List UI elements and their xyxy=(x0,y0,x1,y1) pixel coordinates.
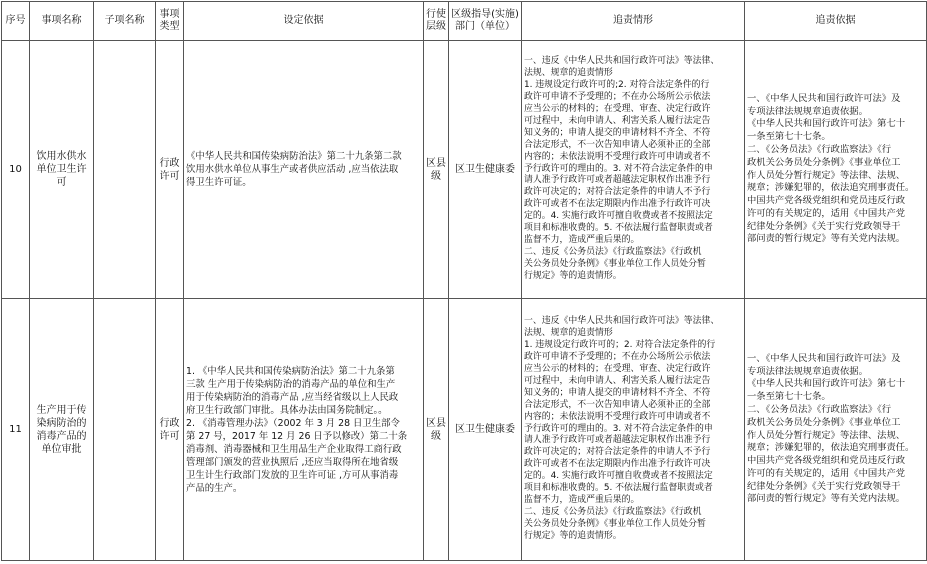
text-line: 知义务的；申请人提交的申请材料不齐全、不符 xyxy=(524,127,711,138)
table-row xyxy=(2,299,927,561)
text-line: 政许可申请不予受理的；不在办公场所公示依法 xyxy=(524,92,711,103)
text-line: 行规定》等的追责情形。 xyxy=(524,270,622,281)
text-line: 一、违反《中华人民共和国行政许可法》等法律、 xyxy=(524,316,720,327)
text-line: 1. 违规设定行政许可的；2. 对符合法定条件的行 xyxy=(524,340,716,351)
text-line: 法规、规章的追责情形 xyxy=(524,328,613,339)
row-exercise-level: 区县级 xyxy=(424,299,449,561)
text-line: 府卫生行政部门审批。具体办法由国务院制定。。 xyxy=(186,404,388,416)
text-line: 《中华人民共和国行政许可法》第七十 xyxy=(747,118,906,130)
text-line: 二、《公务员法》《行政监察法》《行 xyxy=(747,143,892,155)
text-line: 关公务员处分条例》《事业单位工作人员处分暂 xyxy=(524,258,706,269)
text-line: 合法定形式，不一次告知申请人必须补正的全部 xyxy=(524,399,711,410)
text-line: 纪律处分条例》《关于实行党政领导干 xyxy=(747,480,901,492)
header-sub-item-name: 子项名称 xyxy=(94,2,156,41)
text-line: 项目和标准收费的。5. 不依法履行监督职责或者 xyxy=(524,223,713,234)
text-line: 监督不力，造成严重后果的。 xyxy=(524,234,640,245)
header-item-type: 事项类型 xyxy=(156,2,184,41)
text-line: 合法定形式，不一次告知申请人必须补正的全部 xyxy=(524,139,711,150)
header-exercise-level: 行使层级 xyxy=(424,2,449,41)
header-duty-basis: 追责依据 xyxy=(745,2,927,41)
text-line: 定的。4. 实施行政许可擅自收费或者不按照法定 xyxy=(524,471,713,482)
row-item-type: 行政许可 xyxy=(156,41,184,299)
row-duty-case xyxy=(522,299,745,561)
text-line: 管理部门颁发的营业执照后 ,还应当取得所在地省级 xyxy=(186,456,399,468)
row-dept: 区卫生健康委 xyxy=(449,41,522,299)
text-line: 应当公示的材料的；在受理、审查、决定行政许 xyxy=(524,104,711,115)
row-item-name: 生产用于传染病防治的消毒产品的单位审批 xyxy=(30,299,94,561)
text-line: 定的。4. 实施行政许可擅自收费或者不按照法定 xyxy=(524,211,713,222)
row-seq: 11 xyxy=(2,299,30,561)
text-line: 予行政许可的理由的。3. 对不符合法定条件的申 xyxy=(524,163,713,174)
text-line: 一、《中华人民共和国行政许可法》及 xyxy=(747,352,901,364)
text-line: 政机关公务员处分条例》《事业单位工 xyxy=(747,416,901,428)
text-line: 消毒剂、消毒器械和卫生用品生产企业取得工商行政 xyxy=(186,443,402,455)
text-line: 中国共产党各级党组织和党员违反行政 xyxy=(747,195,906,207)
text-line: 规章；涉嫌犯罪的，依法追究刑事责任。 xyxy=(747,442,915,454)
text-line: 行规定》等的追责情形。 xyxy=(524,530,622,541)
text-line: 部问责的暂行规定》等有关党内法规。 xyxy=(747,493,906,505)
row-dept: 区卫生健康委 xyxy=(449,299,522,561)
text-line: 一、违反《中华人民共和国行政许可法》等法律、 xyxy=(524,56,720,67)
text-line: 《中华人民共和国传染病防治法》第二十九条第二款 xyxy=(186,151,402,162)
text-line: 二、违反《公务员法》《行政监察法》《行政机 xyxy=(524,246,702,257)
text-line: 可过程中，未向申请人、利害关系人履行法定告 xyxy=(524,115,711,126)
text-line: 1. 《中华人民共和国传染病防治法》第二十九条第 xyxy=(186,365,395,377)
text-line: 项目和标准收费的。5. 不依法履行监督职责或者 xyxy=(524,483,713,494)
text-line: 得卫生许可证。 xyxy=(186,177,252,188)
text-line: 2. 《消毒管理办法》（2002 年 3 月 28 日卫生部令 xyxy=(186,417,400,429)
text-line: 政许可或者不在法定期限内作出准予行政许可决 xyxy=(524,459,711,470)
text-line: 第 27 号，2017 年 12 月 26 日予以修改）第二十条 xyxy=(186,430,408,442)
text-line: 予行政许可的理由的。3. 对不符合法定条件的申 xyxy=(524,423,713,434)
text-line: 关公务员处分条例》《事业单位工作人员处分暂 xyxy=(524,518,706,529)
text-line: 请人准予行政许可或者超越法定职权作出准予行 xyxy=(524,435,711,446)
text-line: 《中华人民共和国行政许可法》第七十 xyxy=(747,378,906,390)
text-line: 政许可决定的；对符合法定条件的申请人不予行 xyxy=(524,187,711,198)
table-row xyxy=(2,41,927,299)
text-line: 政许可或者不在法定期限内作出准予行政许可决 xyxy=(524,199,711,210)
header-seq: 序号 xyxy=(2,2,30,41)
header-duty-case: 追责情形 xyxy=(522,2,745,41)
text-line: 许可的有关规定的，适用《中国共产党 xyxy=(747,207,906,219)
text-line: 一条至第七十七条。 xyxy=(747,131,831,143)
text-line: 二、《公务员法》《行政监察法》《行 xyxy=(747,403,892,415)
text-line: 一、《中华人民共和国行政许可法》及 xyxy=(747,92,901,104)
text-line: 作人员处分暂行规定》等法律、法规、 xyxy=(747,169,906,181)
row-item-type: 行政许可 xyxy=(156,299,184,561)
permission-items-table xyxy=(1,1,927,561)
text-line: 内容的；未依法说明不受理行政许可申请或者不 xyxy=(524,411,711,422)
text-line: 部问责的暂行规定》等有关党内法规。 xyxy=(747,233,906,245)
row-duty-basis xyxy=(745,41,927,299)
text-line: 卫生计生行政部门发放的卫生许可证 ,方可从事消毒 xyxy=(186,469,399,481)
text-line: 产品的生产。 xyxy=(186,482,243,494)
header-dept: 区级指导(实施)部门（单位） xyxy=(449,2,522,41)
text-line: 作人员处分暂行规定》等法律、法规、 xyxy=(747,429,906,441)
text-line: 三款 生产用于传染病防治的消毒产品的单位和生产 xyxy=(186,378,396,390)
text-line: 请人准予行政许可或者超越法定职权作出准予行 xyxy=(524,175,711,186)
header-row xyxy=(2,2,927,41)
header-item-name: 事项名称 xyxy=(30,2,94,41)
text-line: 专项法律法规规章追责依据。 xyxy=(747,365,868,377)
row-duty-case xyxy=(522,41,745,299)
text-line: 政机关公务员处分条例》《事业单位工 xyxy=(747,156,901,168)
text-line: 一条至第七十七条。 xyxy=(747,391,831,403)
text-line: 1. 违规设定行政许可的;2. 对符合法定条件的行 xyxy=(524,80,710,91)
text-line: 内容的；未依法说明不受理行政许可申请或者不 xyxy=(524,151,711,162)
text-line: 可过程中，未向申请人、利害关系人履行法定告 xyxy=(524,375,711,386)
text-line: 饮用水供水单位从事生产或者供应活动 ,应当依法取 xyxy=(186,164,399,175)
text-line: 纪律处分条例》《关于实行党政领导干 xyxy=(747,220,901,232)
row-exercise-level: 区县级 xyxy=(424,41,449,299)
text-line: 许可的有关规定的，适用《中国共产党 xyxy=(747,467,906,479)
text-line: 法规、规章的追责情形 xyxy=(524,68,613,79)
row-basis xyxy=(184,41,424,299)
text-line: 应当公示的材料的；在受理、审查、决定行政许 xyxy=(524,364,711,375)
row-basis xyxy=(184,299,424,561)
text-line: 政许可决定的；对符合法定条件的申请人不予行 xyxy=(524,447,711,458)
row-duty-basis xyxy=(745,299,927,561)
text-line: 用于传染病防治的消毒产品 ,应当经省级以上人民政 xyxy=(186,391,399,403)
row-sub-item-name xyxy=(94,299,156,561)
text-line: 中国共产党各级党组织和党员违反行政 xyxy=(747,455,906,467)
row-seq: 10 xyxy=(2,41,30,299)
text-line: 规章；涉嫌犯罪的，依法追究刑事责任。 xyxy=(747,182,915,194)
text-line: 专项法律法规规章追责依据。 xyxy=(747,105,868,117)
text-line: 知义务的；申请人提交的申请材料不齐全、不符 xyxy=(524,387,711,398)
row-sub-item-name xyxy=(94,41,156,299)
text-line: 政许可申请不予受理的；不在办公场所公示依法 xyxy=(524,352,711,363)
row-item-name: 饮用水供水单位卫生许可 xyxy=(30,41,94,299)
text-line: 二、违反《公务员法》《行政监察法》《行政机 xyxy=(524,506,702,517)
text-line: 监督不力，造成严重后果的。 xyxy=(524,494,640,505)
header-basis: 设定依据 xyxy=(184,2,424,41)
